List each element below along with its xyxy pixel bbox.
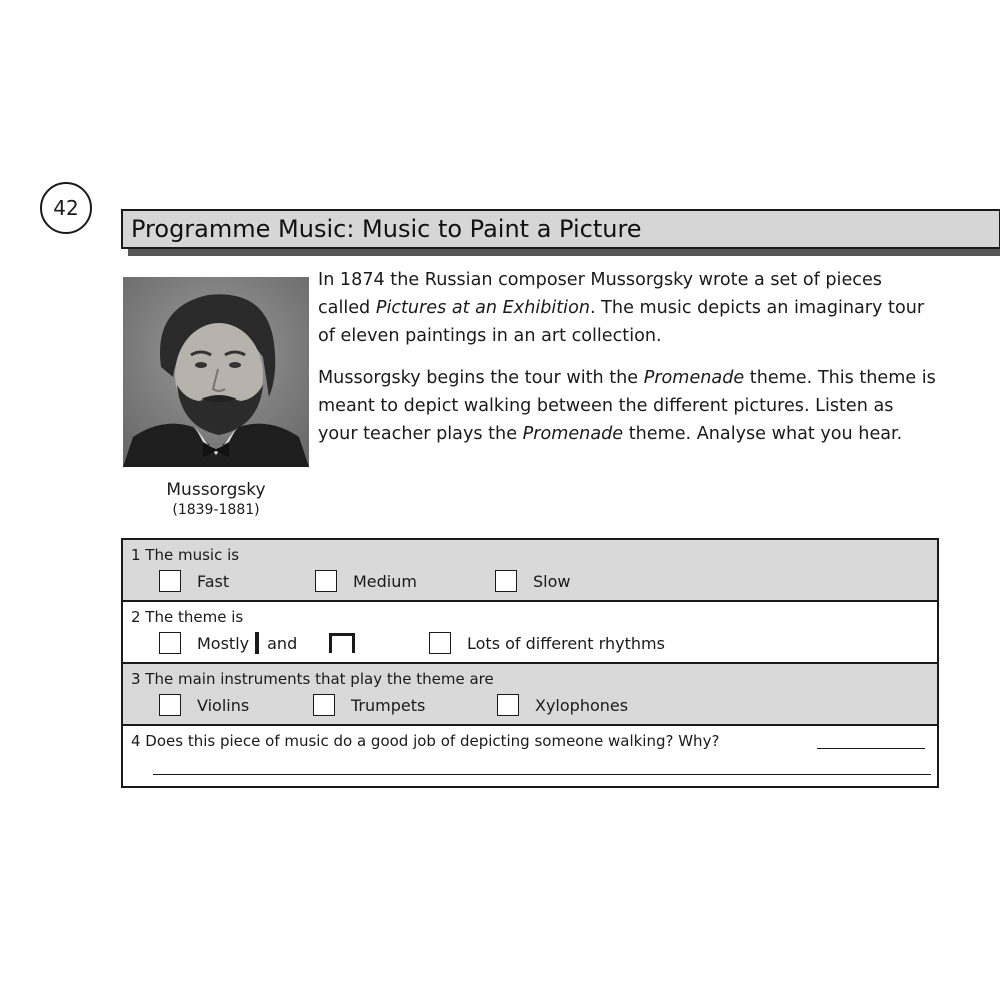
question-4-label: 4 Does this piece of music do a good job of depicting someone walking? Why? — [131, 732, 720, 750]
checkbox[interactable] — [497, 694, 519, 716]
q1-option-fast-label: Fast — [197, 571, 230, 591]
q1-option-medium-label: Medium — [353, 571, 417, 591]
intro-text — [318, 266, 938, 462]
q3-option-violins-label: Violins — [197, 695, 250, 715]
portrait-photo — [123, 277, 309, 467]
intro-p1-text-a: In 1874 the Russian composer Mussorgsky wrote a set of pieces called — [318, 270, 882, 318]
question-1-label: 1 The music is — [131, 546, 240, 564]
intro-paragraph-1 — [318, 266, 938, 350]
answer-line-short[interactable] — [817, 748, 925, 749]
checkbox[interactable] — [313, 694, 335, 716]
checkbox[interactable] — [495, 570, 517, 592]
q3-option-trumpets-label: Trumpets — [351, 695, 426, 715]
q3-option-xylophones[interactable] — [497, 694, 628, 716]
intro-p1-text-b: . The music depicts an imaginary tour of eleven paintings in an art collection. — [318, 298, 925, 346]
checkbox[interactable] — [315, 570, 337, 592]
question-1 — [123, 540, 937, 602]
checkbox[interactable] — [159, 632, 181, 654]
portrait-illustration — [123, 277, 309, 467]
q2-option-lots-label: Lots of different rhythms — [467, 633, 665, 653]
question-4 — [123, 726, 937, 786]
intro-paragraph-2 — [318, 364, 938, 448]
q3-option-trumpets[interactable] — [313, 694, 425, 716]
quaver-pair-icon — [329, 633, 355, 653]
q2-option-mostly-label: Mostly — [197, 633, 250, 653]
intro-p2-italic-1: Promenade — [643, 368, 745, 388]
q1-option-fast[interactable] — [159, 570, 229, 592]
intro-p2-text-a: Mussorgsky begins the tour with the — [318, 368, 644, 388]
page-title — [121, 209, 1000, 249]
portrait-caption-years: (1839-1881) — [172, 502, 260, 518]
checkbox[interactable] — [159, 694, 181, 716]
q1-option-medium[interactable] — [315, 570, 417, 592]
crotchet-note-icon — [255, 632, 259, 654]
q2-option-mostly[interactable] — [159, 632, 355, 654]
intro-p2-italic-2: Promenade — [522, 424, 624, 444]
intro-p2-text-b: theme. This theme is meant to depict walking between the different pictures. Listen as your teacher plays the — [318, 368, 936, 444]
question-3-label: 3 The main instruments that play the theme are — [131, 670, 494, 688]
intro-p2-text-c: theme. Analyse what you hear. — [623, 424, 903, 444]
page-title-text: Programme Music: Music to Paint a Picture — [131, 215, 642, 243]
portrait-caption-name: Mussorgsky — [166, 480, 266, 500]
checkbox[interactable] — [159, 570, 181, 592]
q1-option-slow[interactable] — [495, 570, 570, 592]
question-2 — [123, 602, 937, 664]
page-number: 42 — [40, 182, 92, 234]
answer-line-long[interactable] — [153, 774, 931, 775]
questions-table — [121, 538, 939, 788]
q3-option-xylophones-label: Xylophones — [535, 695, 629, 715]
q1-option-slow-label: Slow — [533, 571, 571, 591]
q2-option-lots-of-rhythms[interactable] — [429, 632, 665, 654]
checkbox[interactable] — [429, 632, 451, 654]
question-3 — [123, 664, 937, 726]
q2-and-text: and — [267, 633, 298, 653]
q3-option-violins[interactable] — [159, 694, 249, 716]
question-2-label: 2 The theme is — [131, 608, 244, 626]
intro-p1-italic: Pictures at an Exhibition — [375, 298, 590, 318]
